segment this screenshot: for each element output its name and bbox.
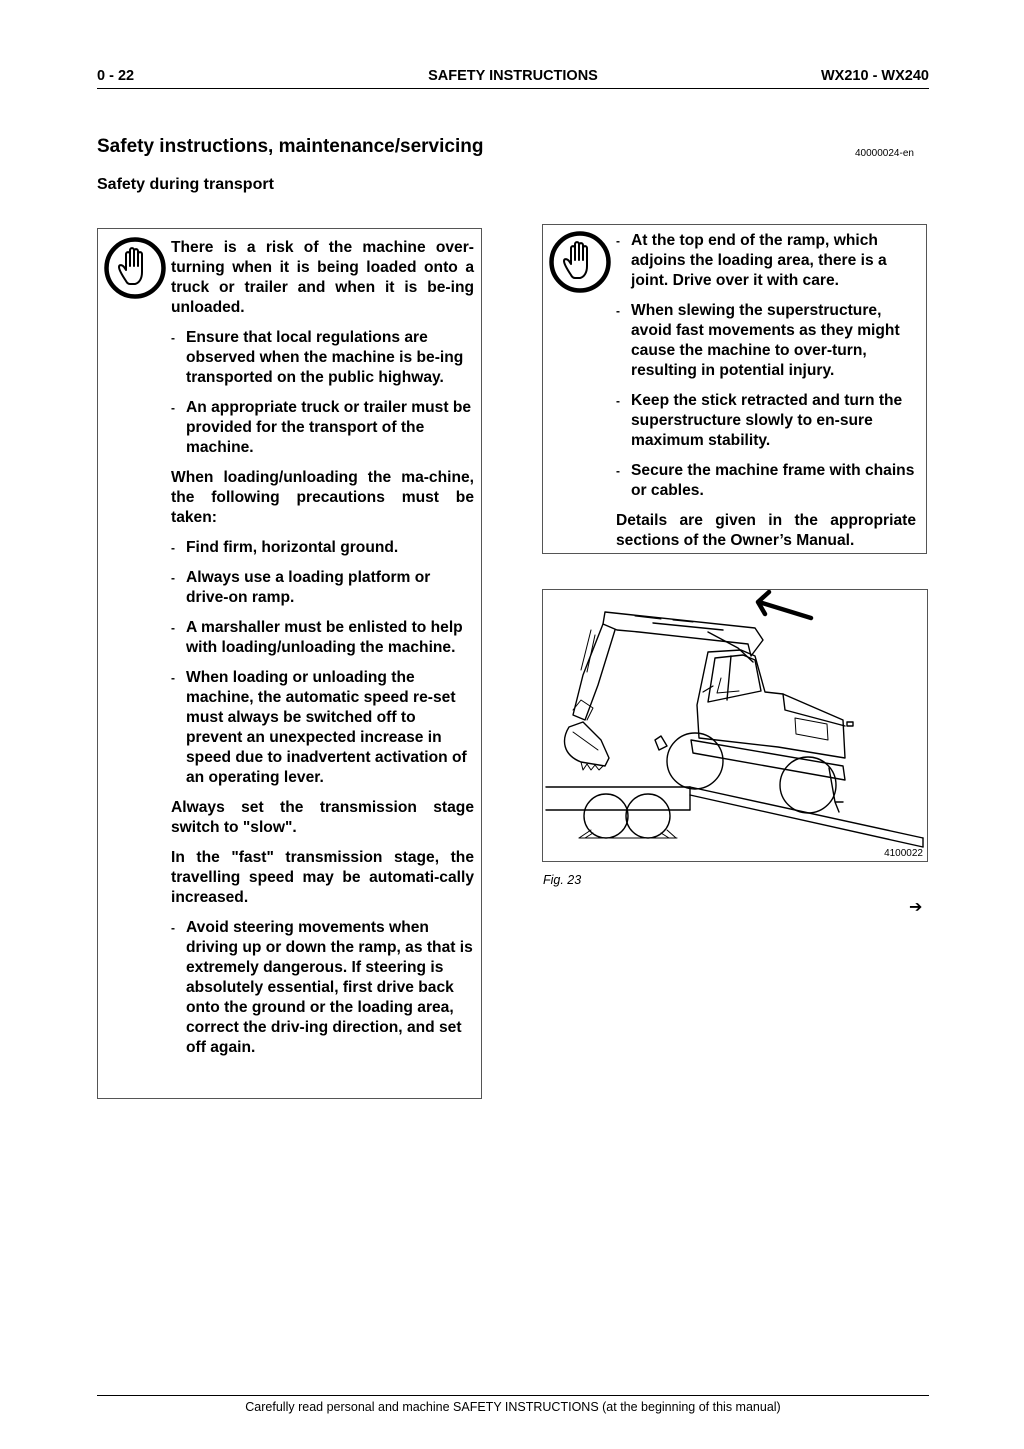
list-item: - At the top end of the ramp, which adjoins the loading area, there is a joint. Drive over it with care. (616, 232, 887, 289)
steering-list (171, 918, 474, 1058)
page-footer: Carefully read personal and machine SAFETY INSTRUCTIONS (at the beginning of this manual) (97, 1395, 929, 1414)
page-number: 0 - 22 (97, 68, 135, 84)
warning-text-left (171, 238, 474, 1068)
list-item: - When slewing the superstructure, avoid fast movements as they might cause the machine to over-turn, resulting in potential injury. (616, 302, 900, 379)
transmission-paragraph: Always set the transmission stage switch to "slow". (171, 799, 474, 836)
list-item: - Secure the machine frame with chains or cables. (616, 462, 915, 499)
figure-excavator-ramp (542, 589, 928, 862)
excavator-illustration (543, 590, 927, 861)
list-item: - Avoid steering movements when driving up or down the ramp, as that is extremely dangerous. If steering is absolutely essential, first drive back onto the ground or the loading area, correct the driv-ing direction, and set off again. (171, 919, 473, 1056)
precautions-paragraph: When loading/unloading the ma-chine, the following precautions must be taken: (171, 469, 474, 526)
chapter-title: SAFETY INSTRUCTIONS (428, 68, 598, 84)
list-item: - When loading or unloading the machine, the automatic speed re-set must always be switched off to prevent an unexpected increase in speed due to inadvertent activation of an operating lever. (171, 669, 467, 786)
subsection-title: Safety during transport (97, 176, 274, 193)
model-name: WX210 - WX240 (821, 68, 929, 84)
list-item: - Always use a loading platform or drive-on ramp. (171, 569, 431, 606)
list-item: - Ensure that local regulations are observed when the machine is be-ing transported on the public highway. (171, 329, 464, 386)
precautions-list (171, 538, 474, 788)
figure-caption: Fig. 23 (543, 873, 582, 887)
doc-code: 40000024-en (855, 148, 914, 159)
list-item: - Keep the stick retracted and turn the superstructure slowly to en-sure maximum stability. (616, 392, 903, 449)
intro-paragraph: There is a risk of the machine over-turning when it is being loaded onto a truck or trailer and when it is be-ing unloaded. (171, 239, 474, 316)
fast-stage-paragraph: In the "fast" transmission stage, the travelling speed may be automati-cally increased. (171, 849, 474, 906)
manual-reference-paragraph: Details are given in the appropriate sections of the Owner’s Manual. (616, 512, 916, 549)
section-title: Safety instructions, maintenance/servicing (97, 136, 484, 157)
ramp-list (616, 231, 916, 501)
warning-box-right (542, 224, 927, 554)
list-item: - Find firm, horizontal ground. (171, 539, 399, 556)
stop-hand-icon (549, 231, 611, 293)
regulation-list (171, 328, 474, 458)
warning-box-left (97, 228, 482, 1099)
list-item: - An appropriate truck or trailer must be provided for the transport of the machine. (171, 399, 472, 456)
arrow-right-icon: ➔ (909, 899, 923, 916)
page-header (97, 66, 929, 89)
warning-text-right (616, 231, 916, 561)
list-item: - A marshaller must be enlisted to help with loading/unloading the machine. (171, 619, 463, 656)
figure-code: 4100022 (884, 848, 923, 859)
stop-hand-icon (104, 237, 166, 299)
